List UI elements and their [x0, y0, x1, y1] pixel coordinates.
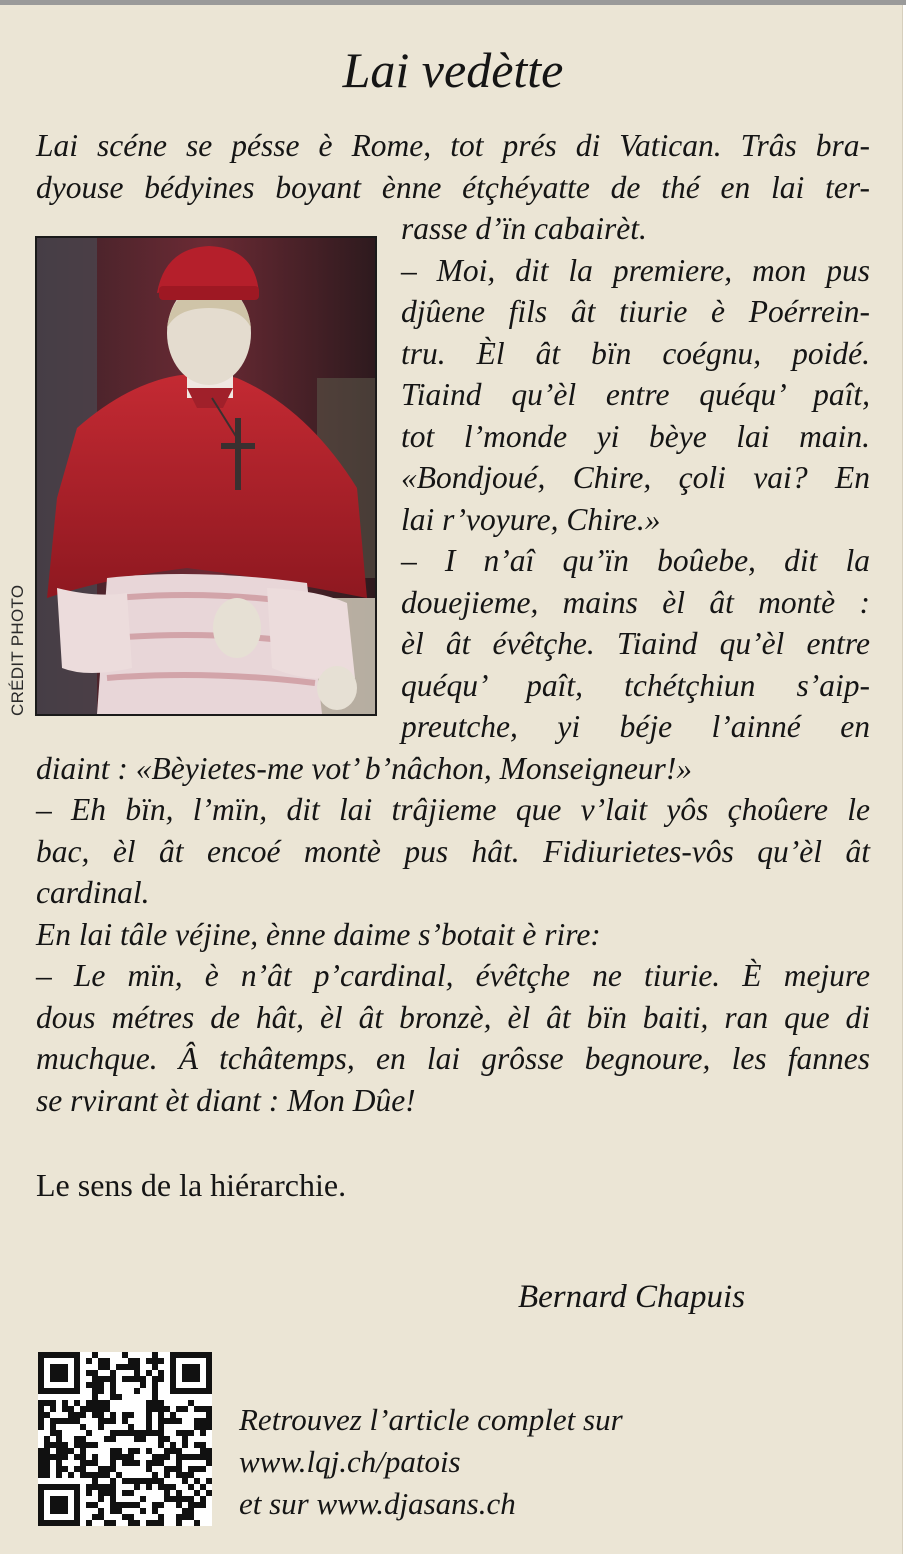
- article-line: diaint : «Bèyietes-me vot’ b’nâchon, Monseigneur!»: [36, 750, 693, 786]
- article-line: – Le mïn, è n’ât p’cardinal, évêtçhe ne tiurie. È mejure: [36, 958, 870, 993]
- footer-link-djasans[interactable]: et sur www.djasans.ch: [239, 1486, 516, 1521]
- article-line: tru. Èl ât bïn coégnu, poidé.: [401, 335, 870, 371]
- article-line: dyouse bédyines boyant ènne étçhéyatte de thé en lai ter-: [36, 169, 870, 205]
- tagline: Le sens de la hiérarchie.: [36, 1167, 347, 1203]
- article-line: lai r’voyure, Chire.»: [401, 501, 661, 537]
- article-line: djûene fils ât tiurie è Poérrein-: [401, 294, 870, 329]
- footer-link-lqj[interactable]: www.lqj.ch/patois: [239, 1444, 461, 1479]
- article-line: – I n’aî qu’ïn boûebe, dit la: [401, 543, 870, 578]
- article-line: bac, èl ât encoé montè pus hât. Fidiurietes-vôs qu’èl ât: [36, 833, 870, 869]
- article-line: Tiaind qu’èl entre quéqu’ paît,: [401, 377, 870, 412]
- page-title: Lai vedètte: [342, 42, 564, 98]
- article-line: muchque. Â tchâtemps, en lai grôsse begnoure, les fannes: [36, 1041, 870, 1076]
- footer-links: [239, 1399, 623, 1525]
- article-line: Lai scéne se pésse è Rome, tot prés di Vatican. Trâs bra-: [36, 128, 870, 163]
- article-line: tot l’monde yi bèye lai main.: [401, 418, 870, 454]
- article-line: preutche, yi béje l’ainné en: [401, 709, 870, 744]
- article-line: «Bondjoué, Chire, çoli vai? En: [401, 460, 870, 495]
- article-line: quéqu’ paît, tchétçhiun s’aip-: [401, 667, 870, 703]
- photo-credit: CRÉDIT PHOTO: [8, 584, 27, 716]
- article-line: rasse d’ïn cabairèt.: [401, 211, 647, 246]
- article-line: cardinal.: [36, 875, 150, 910]
- article-line: èl ât évêtçhe. Tiaind qu’èl entre: [401, 626, 870, 661]
- article-line: En lai tâle véjine, ènne daime s’botait è rire:: [36, 916, 601, 952]
- article-line: – Moi, dit la premiere, mon pus: [401, 252, 870, 288]
- article-line: douejieme, mains èl ât montè :: [401, 584, 870, 620]
- qr-code-icon[interactable]: [38, 1352, 212, 1526]
- article-line: se rvirant èt diant : Mon Dûe!: [36, 1082, 416, 1118]
- article-body: [36, 125, 870, 1121]
- article-line: dous métres de hât, èl ât bronzè, èl ât bïn baiti, ran que di: [36, 999, 870, 1035]
- footer-text: Retrouvez l’article complet sur: [239, 1402, 623, 1437]
- author-name: Bernard Chapuis: [518, 1279, 746, 1315]
- article-line: – Eh bïn, l’mïn, dit lai trâjieme que v’lait yôs çhoûere le: [36, 792, 870, 827]
